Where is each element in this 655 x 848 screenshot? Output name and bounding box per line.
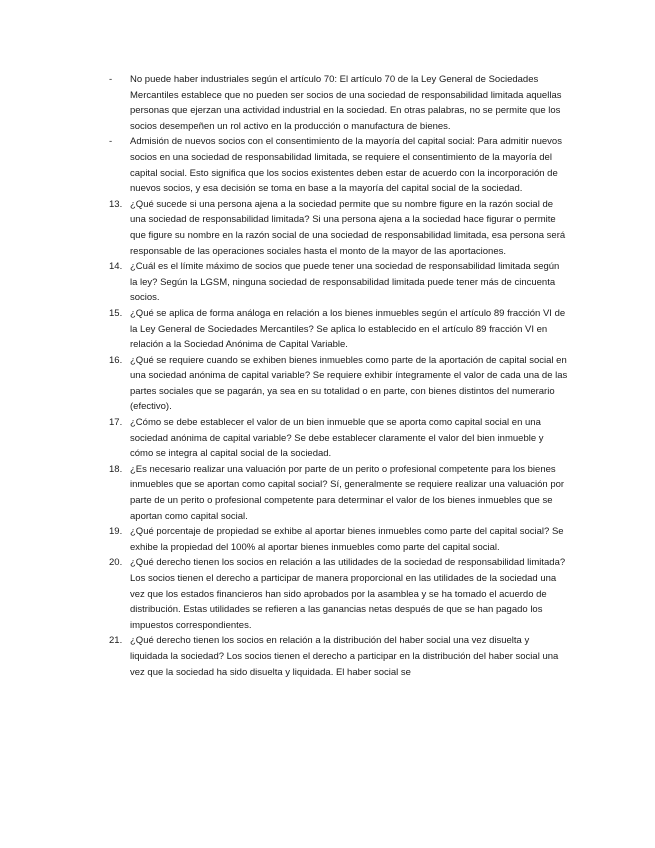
question-number: 21. (109, 635, 123, 647)
bullet-text: Admisión de nuevos socios con el consentimiento de la mayoría del capital social: Para admitir nuevos socios en una sociedad de responsabilidad limitada, se requiere el consentimiento de la mayoría del capital social. Esto significa que los socios existentes deben estar de acuerdo con la incorporación de nuevos socios, y esa decisión se toma en base a la mayoría del capital social de la sociedad. (130, 136, 562, 195)
question-text: ¿Cómo se debe establecer el valor de un bien inmueble que se aporta como capital social en una sociedad anónima de capital variable? Se debe establecer claramente el valor del bien inmueble y cómo se integra al capital social de la sociedad. (130, 417, 544, 460)
question-item-18 (109, 462, 569, 524)
question-text: ¿Cuál es el límite máximo de socios que puede tener una sociedad de responsabilidad limitada según la ley? Según la LGSM, ninguna sociedad de responsabilidad limitada puede tener más de cincuenta socios. (130, 261, 560, 304)
question-item-20 (109, 555, 569, 633)
question-text: ¿Qué porcentaje de propiedad se exhibe al aportar bienes inmuebles como parte del capital social? Se exhibe la propiedad del 100% al aportar bienes inmuebles como parte del capital social. (130, 526, 564, 553)
question-number: 14. (109, 261, 123, 273)
question-text: ¿Qué derecho tienen los socios en relación a las utilidades de la sociedad de responsabilidad limitada? Los socios tienen el derecho a participar de manera proporcional en las utilidades de la sociedad una vez que los estados financieros han sido aprobados por la asamblea y se ha tomado el acuerdo de distribución. Estas utilidades se refieren a las ganancias netas después de que se han pagado los impuestos correspondientes. (130, 557, 566, 631)
bullet-marker: - (109, 74, 113, 85)
question-number: 19. (109, 526, 123, 538)
bullet-item (109, 72, 569, 134)
question-number: 17. (109, 417, 123, 429)
question-number: 16. (109, 354, 123, 366)
question-text: ¿Qué sucede si una persona ajena a la sociedad permite que su nombre figure en la razón social de una sociedad de responsabilidad limitada? Si una persona ajena a la sociedad hace figurar o permite que figure su nombre en la razón social de una sociedad de responsabilidad limitada, esa persona será responsable de las operaciones sociales hasta el monto de la mayor de las aportaciones. (130, 198, 566, 257)
question-item-21 (109, 633, 569, 680)
bullet-marker: - (109, 136, 113, 148)
question-number: 18. (109, 463, 123, 475)
question-text: ¿Es necesario realizar una valuación por parte de un perito o profesional competente para los bienes inmuebles que se aportan como capital social? Sí, generalmente se requiere realizar una valuación por parte de un perito o profesional competente para determinar el valor de los bienes inmuebles que se aportan como capital social. (130, 463, 565, 522)
bullet-text: No puede haber industriales según el artículo 70: El artículo 70 de la Ley General de Sociedades Mercantiles establece que no pueden ser socios de una sociedad de responsabilidad limitada aquellas personas que ejerzan una actividad industrial en la sociedad. En otras palabras, no se permite que los socios desempeñen un rol activo en la producción o manufactura de bienes. (130, 74, 562, 132)
question-number: 20. (109, 557, 123, 569)
question-item-15 (109, 306, 569, 353)
question-item-13 (109, 197, 569, 259)
question-number: 13. (109, 198, 123, 210)
question-item-17 (109, 415, 569, 462)
question-item-16 (109, 353, 569, 415)
question-text: ¿Qué se requiere cuando se exhiben bienes inmuebles como parte de la aportación de capital social en una sociedad anónima de capital variable? Se requiere exhibir íntegramente el valor de cada una de las partes sociales que se pagarán, ya sea en su totalidad o en parte, con bienes distintos del numerario (efectivo). (130, 354, 568, 413)
bullet-item (109, 134, 569, 196)
question-item-19 (109, 524, 569, 555)
question-item-14 (109, 259, 569, 306)
document-body (109, 72, 569, 680)
question-number: 15. (109, 307, 123, 319)
question-text: ¿Qué derecho tienen los socios en relación a la distribución del haber social una vez disuelta y liquidada la sociedad? Los socios tienen el derecho a participar en la distribución del haber social una vez que la sociedad ha sido disuelta y liquidada. El haber social se (130, 635, 559, 678)
question-text: ¿Qué se aplica de forma análoga en relación a los bienes inmuebles según el artículo 89 fracción VI de la Ley General de Sociedades Mercantiles? Se aplica lo establecido en el artículo 89 fracción VI en relación a la Sociedad Anónima de Capital Variable. (130, 307, 566, 351)
